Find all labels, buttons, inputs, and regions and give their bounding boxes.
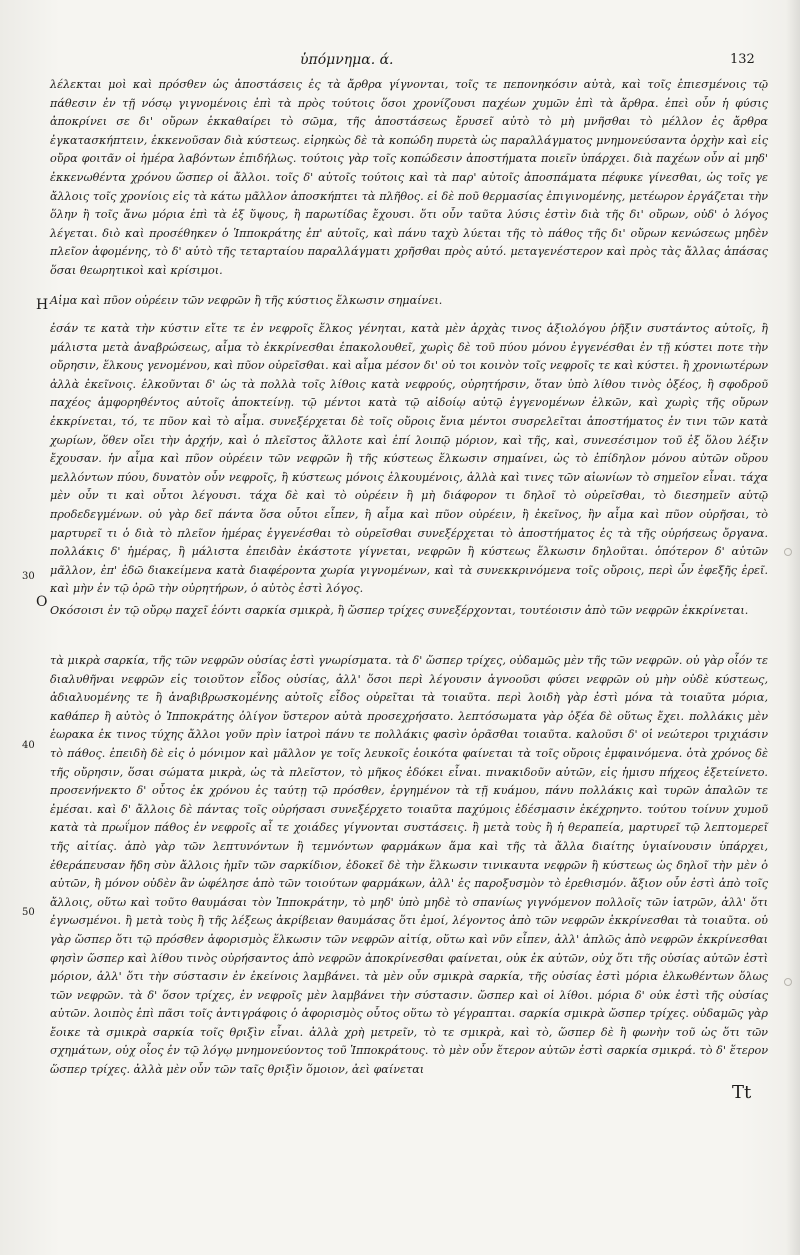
folio-number: 132 — [730, 52, 755, 67]
margin-line-number-40: 40 — [22, 740, 35, 751]
paragraph-commentary-2: ἐσάν τε κατὰ τὴν κύστιν εἴτε τε ἐν νεφροῖς ἕλκος γένηται, κατὰ μὲν ἀρχὰς τινος ἀξιολόγου ῥῆξιν συστάντος αὐτοῖς, ἢ μάλιστα μετὰ ἀναβρώσεως, αἷμα τὸ ἐκκρίνεσθαι ἐπακολουθεῖ, χωρὶς δὲ τοῦ πύου μόνου ἐγγενέσθαι ἐν τῇ κύστει ποτε τὴν οὔρησιν, ἕλκους γενομένου, καὶ πῦον οὐρεῖσθαι. καὶ αἷμα μέσον δι' οὐ τοι κοινὸν τοῖς νεφροῖς τε καὶ κύστει. ἢ χρονιωτέρων ἀλλὰ ἐκεῖνοις. ἑλκοῦνται δ' ὡς τὰ πολλὰ τοῖς λίθοις κατὰ νεφρούς, οὐρητήρσιν, ὅταν ὑπὸ λίθου τινὸς ὀξέος, ἢ σφοδροῦ παχέος ἀμφορηθέντος αὐτοῖς ἀποκτείνῃ. τῷ μέντοι κατὰ τῷ αἰδοίῳ αὐτῷ ἐγγενομένων ἑλκῶν, καὶ χωρὶς τῆς οὔρων ἐκκρίνεται, τό, τε πῦον καὶ τὸ αἷμα. συνεξέρχεται δὲ τοῖς οὔροις ἔνια μέντοι συσρελεῖται ἀποστήματος ἐν τινι τῶν κατὰ χωρίων, ὅθεν οἴει τὴν ἀρχήν, καὶ ὁ πλεῖστος ἄλλοτε καὶ ἐπί λοιπῷ μόριον, καὶ τῆς, καὶ, συνεσέσιμον τοῦ ἐξ ὅλου λέξιν ἔχουσαν. ἡν αἷμα καὶ πῦον οὐρέειν τῶν νεφρῶν ἢ τῆς κύστεως ἕλκωσιν σημαίνει, ὡς τὸ ἐπίδηλον μόνου αὐτῶν οὔρου μελλόντων πύου, δυνατὸν οὖν νεφροῖς, ἢ κύστεως μόνοις ἑλκουμένοις, ἀλλὰ καὶ τινες τῶν αἰωνίων τὸ σημεῖον εἶναι. τάχα μὲν οὖν τι καὶ οὗτοι λέγουσι. τάχα δὲ καὶ τὸ οὐρέειν ἢ μὴ διάφορον τι δηλοῖ τὸ οὐρεῖσθαι, τὸ διεσημεῖν αὐτῷ προδεδεγμένων. οὐ γὰρ δεῖ πάντα ὅσα οὗτοι εἶπεν, ἢ αἷμα καὶ πῦον οὐρέειν, ἢ ἐκεῖνος, ἢν αἷμα καὶ πῦον οὐρῆσαι, τὸ μαρτυρεῖ τι ὁ διὰ τὸ πλεῖον ἡμέρας ἐγγενέσθαι τὸ οὐρεῖσθαι συνεξέρχεται τὸ ἀποστήματος ἐς τὰ τῆς οὐρήσεως ὄργανα. πολλάκις δ' ἡμέρας, ἢ μάλιστα ἐπειδὰν ἐκάστοτε γίγνεται, νεφρῶν ἢ κύστεως ἕλκωσιν δηλοῦται. ὁπότερον δ' αὐτῶν μᾶλλον, ἐπ' ἐδῶ διακείμενα κατὰ διαφέροντα χωρία γιγνομένων, καὶ τὰ συνεκκρινόμενα τοῖς οὔροις, περὶ ὧν ἐφεξῆς ἐρεῖ. καὶ μὴν ἐν τῷ ὀρῶ τὴν οὐρητήρων, ὁ αὐτὸς ἐστὶ λόγος. — [50, 322, 768, 596]
margin-line-number-30: 30 — [22, 571, 35, 582]
aphorism-blood-pus: Αἱμα καὶ πῦον οὐρέειν τῶν νεφρῶν ἢ τῆς κύστιος ἕλκωσιν σημαίνει. — [50, 294, 443, 307]
margin-line-number-50: 50 — [22, 907, 35, 918]
binding-hole-mark — [784, 978, 792, 986]
running-head-title: ὑπόμνημα. ά. — [300, 52, 394, 68]
catchword: Tt — [732, 1082, 752, 1103]
margin-letter-omicron: Ο — [36, 594, 48, 610]
binding-hole-mark — [784, 548, 792, 556]
main-text-block — [50, 76, 768, 1092]
running-head — [0, 52, 800, 72]
paragraph-commentary-3: τὰ μικρὰ σαρκία, τῆς τῶν νεφρῶν οὐσίας ἐστὶ γνωρίσματα. τὰ δ' ὥσπερ τρίχες, οὐδαμῶς μὲν τῆς τῶν νεφρῶν. οὐ γὰρ οἷόν τε διαλυθῆναι νεφρῶν εἰς τοιοῦτον εἶδος οὐσίας, ἀλλ' ὅσοι περὶ λέγουσιν ἀγνοοῦσι φύσει νεφρῶν οὐ μὴν οὐδὲ κύστεως, ἀδιαλυομένης τε ἢ ἀναβιβρωσκομένης αὐτοῖς εἶδος οὐρεῖται τὰ τοιαῦτα. περὶ λοιδὴ γὰρ ἐστὶ μόνα τὰ τοιαῦτα μόρια, καθάπερ ἢ αὐτὸς ὁ Ἱπποκράτης ὀλίγον ὕστερον αὐτὰ προσεχρήσατο. λεπτόσωματα γὰρ ὀξέα δὲ οὕτως ἔχει. πολλάκις μὲν ἑωρακα ἐκ τινος τύχης ἄλλοι γοῦν πρὶν ἰατροὶ πάνυ τε πολλάκις φασὶν ὁρᾶσθαι τοιαῦτα. καλοῦσι δ' οἱ νεώτεροι τριχιάσιν τὸ πάθος. ἐπειδὴ δὲ εἰς ὁ μόνιμον καὶ μᾶλλον γε τοῖς λευκοῖς ἐοικότα φαίνεται τὰ τοῖς οὔροις ἐμφαινόμενα. ὁτὰ χρόνος δὲ τῆς οὔρησιν, ὅσαι σώματα μικρὰ, ὡς τὰ πλεῖστον, τὸ μῆκος ἐδόκει εἶναι. πινακιδοῦν αὐτῶν, εἰς ἡμισυ πήχεος ἐξετείνετο. προσενήνεκτο δ' οὗτος ἐκ χρόνου ἐς ταύτῃ τῷ πρόσθεν, ἐργημένον τὰ τῇ κυάμου, πάνυ πολλάκις καὶ τυρῶν ἀπαλῶν τε ἐμέσαι. καὶ δ' ἄλλοις δὲ πάντας τοῖς οὐρήσασι συνεξέρχετο τοιαῦτα παχύμοις ἐδέσμασιν ἐκέχρηντο. τούτου τοίνυν χυμοῦ κατὰ τὰ πρωΐμον πάθος ἐν νεφροῖς αἷ τε χοιάδες γίγνονται συστάσεις. ἢ μετὰ τοὺς ἢ ἡ θεραπεία, μαρτυρεῖ τῷ λεπτομερεῖ τῆς αἰτίας. ἀπὸ γὰρ τῶν λεπτυνόντων ἢ τεμνόντων φαρμάκων ἅμα καὶ τῆς τὰ ἄλλα διαίτης ὑγιαίνουσιν ὑπάρχει, ἐθεράπευσαν ἤδη σὺν ἄλλοις ἡμῖν τῶν σαρκίδιον, ἐδοκεῖ δὲ τὴν ἕλκωσιν τινικαυτα νεφρῶν ἢ κύστεως ὡς δηλοῖ τὴν μὲν ὁ αὐτῶν, ἢ μόνον οὐδὲν ἂν ὠφέλησε ἀπὸ τῶν τοιούτων φαρμάκων, ἀλλ' ἐς παροξυσμὸν τὸ ἐρεθισμόν. ἄξιον οὖν ἐστὶ ἀπὸ τοῖς ἄλλοις, οὕτω καὶ τοῦτο θαυμάσαι τὸν Ἱπποκράτην, τὸ μηδ' ὑπὸ μηδὲ τὸ σπανίως γιγνόμενον πολλοῖς τῶν ἰατρῶν, ἀλλ' ὅτι ἐγνωσμένοι. ἢ μετὰ τοὺς ἢ τῆς λέξεως ἀκρίβειαν θαυμάσας ὅτι ἐμοί, λέγοντος ἀπὸ τῶν νεφρῶν ἐκκρίνεσθαι τὰ τοιαῦτα. οὐ γὰρ ὥσπερ ὅτι τῷ πρόσθεν ἀφορισμὸς ἕλκωσιν τῶν νεφρῶν αἰτίᾳ, οὕτω καὶ νῦν εἶπεν, ἀλλ' ἁπλῶς ἀπὸ νεφρῶν ἐκκρίνεσθαι φησὶν ὥσπερ καὶ λίθου τινὸς οὐρήσαντος ἀπὸ νεφρῶν ἀποκρίνεσθαι φαίνεται, οὐκ ἐκ αὐτῶν, οὐχ ὅτι τῆς οὐσίας αὐτῶν ἐστὶ μόριον, ἀλλ' ὅτι τὴν σύστασιν ἐν ἐκείνοις λαμβάνει. τὰ μὲν οὖν σμικρὰ σαρκία, τῆς οὐσίας ἐστὶ μόρια ἑλκωθέντων ὅλως τῶν νεφρῶν. τὰ δ' ὅσον τρίχες, ἐν νεφροῖς μὲν λαμβάνει τὴν σύστασιν. ὥσπερ καὶ οἱ λίθοι. μόρια δ' οὐκ ἐστὶ τῆς οὐσίας αὐτῶν. λοιπὸς ἐπὶ πᾶσι τοῖς ἀντιγράφοις ὁ ἀφορισμὸς οὗτος οὕτω τὸ γέγραπται. σαρκία σμικρὰ ὥσπερ τρίχες. οὐδαμῶς γὰρ ἔοικε τὰ σμικρὰ σαρκία τοῖς θριξὶν εἶναι. ἀλλὰ χρὴ μετρεῖν, τὸ τε σμικρὰ, καὶ τὸ, ὥσπερ δὲ ἢ φωνὴν τοῦ ὡς ὅτι τῶν σχημάτων, οὐχ οἷος ἐν τῷ λόγῳ μνημονεύοντος τοῦ Ἱπποκράτους. τὸ μὲν οὖν ἕτερον αὐτῶν ἐστὶ σαρκία σμικρά. τὸ δ' ἕτερον ὥσπερ τρίχες. ἀλλὰ μὲν οὖν τῶν ταῖς θριξὶν ὅμοιον, ἀεὶ φαίνεται — [50, 654, 768, 1077]
page-edge-shadow — [786, 0, 800, 1255]
paragraph-commentary-1: λέλεκται μοὶ καὶ πρόσθεν ὡς ἀποστάσεις ἐς τὰ ἄρθρα γίγνονται, τοῖς τε πεπονηκόσιν αὐτὰ, καὶ τοῖς ἐπιεσμένοις τῷ πάθεσιν ἐν τῇ νόσῳ γιγνομένοις ἐπὶ τὰ πρὸς τούτοις ὅσοι χρονίζουσι παχέων χυμῶν ἐπὶ τὰ ἄρθρα. ἐπεὶ οὖν ἡ φύσις ἀποκρίνει σε δι' οὔρων ἐκκαθαίρει τὸ σῶμα, τῆς ἀποστάσεως ἔρυσεῖ αὐτὸ τὸ μὴ μνῆσθαι τὸ μέλλον ἐς ἄρθρα ἐγκατασκήπτειν, ἐκκενοῦσαν διὰ κύστεως. εἰρηκὼς δὲ τὰ κοπώδη πυρετὰ ὡς παραλλάγματος μνημονεύσαντα ὀρχὴν καὶ εἰς οὔρα φοιτᾶν οἱ ἡμέρα λαβόντων ἐπιδήλως. τούτοις γὰρ τοῖς κοπώδεσιν ἀποστήματα ποιεῖν ὑπάρχει. διὰ παχέων οὖν αἱ μηδ' ἐκκενωθέντα χρόνου ὥσπερ οἱ ἄλλοι. τοῖς δ' αὐτοῖς τούτοις καὶ τὰ παρ' αὐτοῖς ἀποσπάματα πέφυκε γίνεσθαι, ὡς τοῖς γε ἄλλοις τοῖς χρονίοις εἰς τὰ κάτω μᾶλλον ἀποσκήπτει τὰ πλῆθος. εἰ δὲ ποῦ θερμασίας ἐπιγινομένης, μετέωρον ἐργάζεται τὴν ὅλην ἢ τοῖς ἄνω μόρια ἐπὶ τὰ ἐξ ὕψους, ἢ παρωτίδας ἔχουσι. ὅτι οὖν ταῦτα λύσις ἐστὶν διὰ τῆς δι' οὔρων, οὐδ' ὁ λόγος λέγεται. διὸ καὶ προσέθηκεν ὁ Ἱπποκράτης ἐπ' αὐτοῖς, καὶ πάνυ ταχὺ λύεται τῆς τὸ πάθος τῆς δι' οὔρων κενώσεως μηδὲν πλεῖον ἀφομένης, τὸ δ' αὐτὸ τῆς τεταρταίου παραλλάγματι χρῆσθαι πρὸς αὐτό. μεταγενέστερον καὶ πρὸς τὰς ἄλλας ἁπάσας ὅσαι θεωρητικοὶ καὶ κρίσιμοι. — [50, 78, 768, 277]
margin-letter-eta: Η — [36, 297, 49, 313]
aphorism-small-flesh: Οκόσοισι ἐν τῷ οὔρῳ παχεῖ ἐόντι σαρκία σμικρὰ, ἢ ὥσπερ τρίχες συνεξέρχονται, τουτέοισιν ἀπὸ τῶν νεφρῶν ἐκκρίνεται. — [50, 604, 749, 617]
